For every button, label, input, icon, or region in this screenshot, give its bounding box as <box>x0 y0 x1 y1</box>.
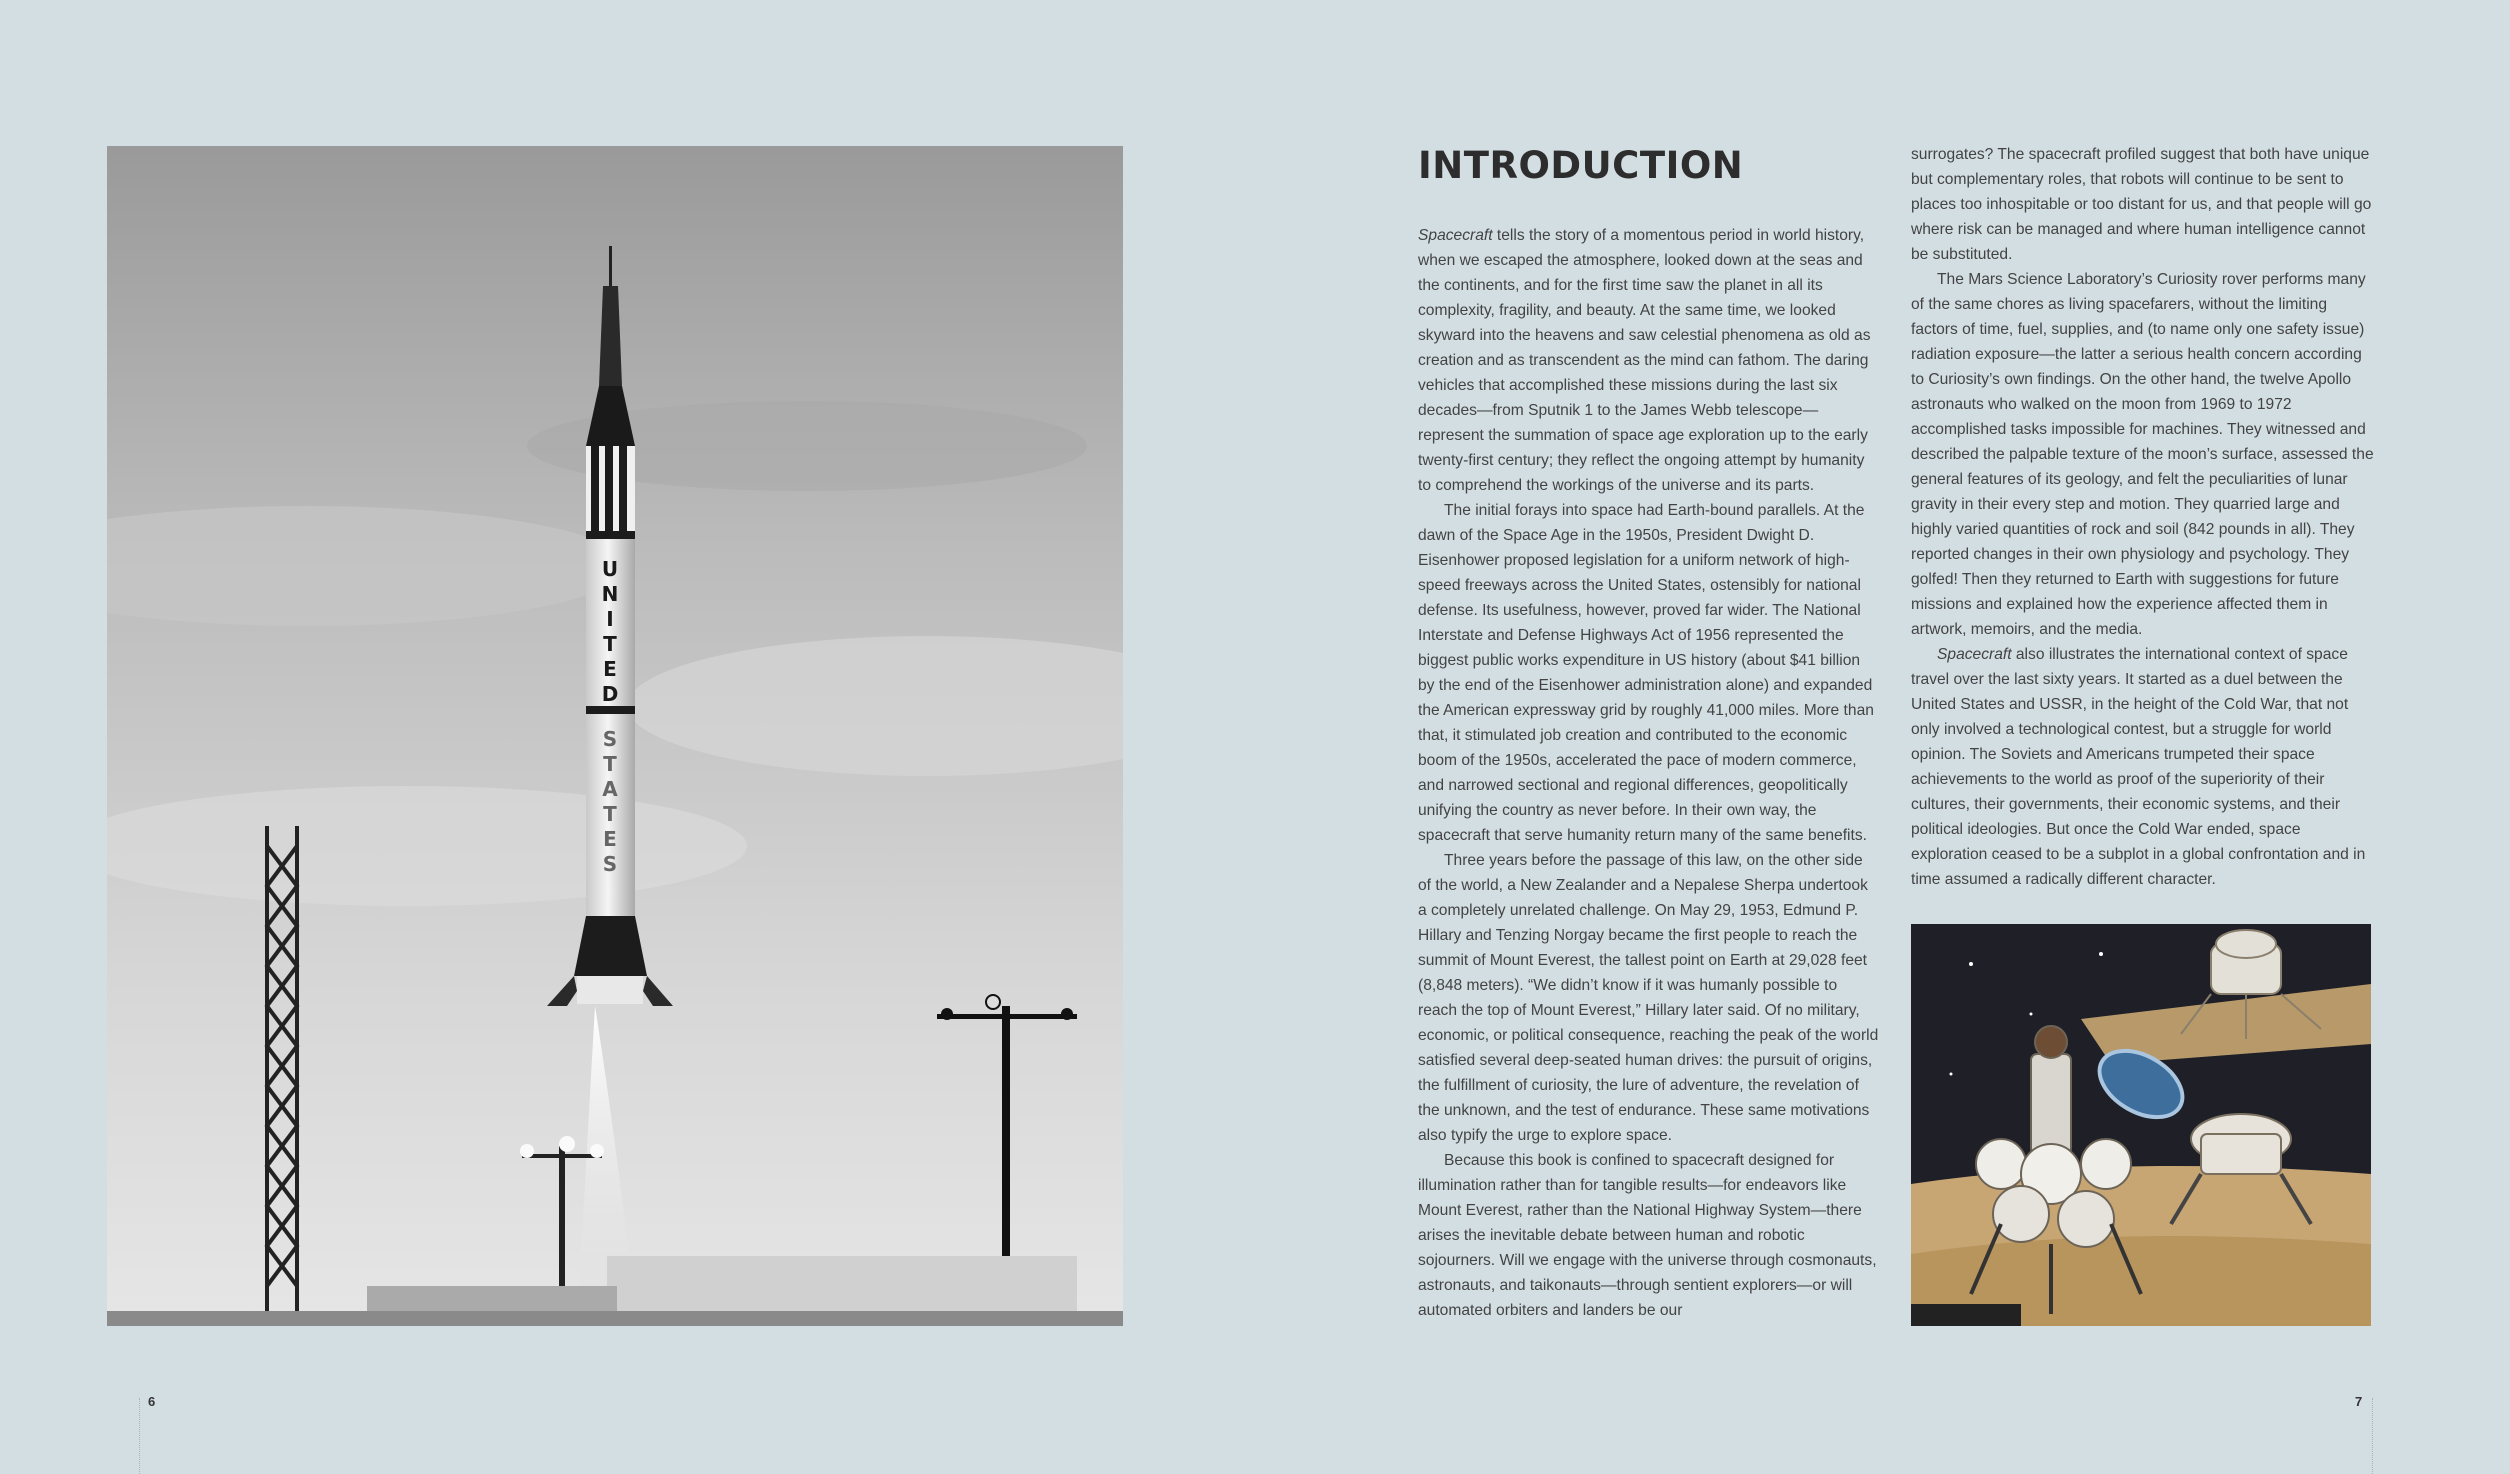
paragraph-5: surrogates? The spacecraft profiled suggest that both have unique but complementary roles, that robots will continue to be sent to places too inhospitable or too distant for us, and that people will go where risk can be managed and where human intelligence cannot be substituted. <box>1911 146 2372 263</box>
lunar-lander-models-photo <box>1911 924 2371 1326</box>
page-title: INTRODUCTION <box>1418 144 1744 187</box>
paragraph-2: The initial forays into space had Earth-bound parallels. At the dawn of the Space Age in the 1950s, President Dwight D. Eisenhower proposed legislation for a uniform network of high-speed freeways across the United States, ostensibly for national defense. Its usefulness, however, proved far wider. The National Interstate and Defense Highways Act of 1956 represented the biggest public works expenditure in US history (about $41 billion by the end of the Eisenhower administration alone) and expanded the American expressway grid by roughly 41,000 miles. More than that, it stimulated job creation and contributed to the economic boom of the 1950s, accelerated the pace of modern commerce, and narrowed sectional and regional differences, geopolitically unifying the country as never before. In their own way, the spacecraft that serve humanity return many of the same benefits. <box>1418 502 1874 844</box>
page-number-right: 7 <box>2355 1394 2363 1409</box>
page-edge-rule-right <box>2372 1398 2373 1474</box>
paragraph-6: The Mars Science Laboratory’s Curiosity rover performs many of the same chores as living spacefarers, without the limiting factors of time, fuel, supplies, and (to name only one safety issue) radiation exposure—the latter a serious health concern according to Curiosity’s own findings. On the other hand, the twelve Apollo astronauts who walked on the moon from 1969 to 1972 accomplished tasks impossible for machines. They witnessed and described the palpable texture of the moon’s surface, assessed the general features of its geology, and felt the peculiarities of lunar gravity in their every step and motion. They quarried large and highly varied quantities of rock and soil (842 pounds in all). They reported changes in their own physiology and psychology. They golfed! Then they returned to Earth with suggestions for future missions and explained how the experience affected them in artwork, memoirs, and the media. <box>1911 271 2374 638</box>
paragraph-1: Spacecraft tells the story of a momentous period in world history, when we escaped the atmosphere, looked down at the seas and the continents, and for the first time saw the planet in all its complexity, fragility, and beauty. At the same time, we looked skyward into the heavens and saw celestial phenomena as old as creation and as transcendent as the mind can fathom. The daring vehicles that accomplished these missions during the last six decades—from Sputnik 1 to the James Webb telescope—represent the summation of space age exploration up to the early twenty-first century; they reflect the ongoing attempt by humanity to comprehend the workings of the universe and its parts. <box>1418 227 1871 494</box>
svg-text:T: T <box>603 752 617 776</box>
rocket-launch-photo <box>107 146 1123 1326</box>
text-column-1 <box>1418 142 1880 1323</box>
paragraph-4: Because this book is confined to spacecraft designed for illumination rather than for tangible results—for endeavors like Mount Everest, rather than the National Highway System—there arises the inevitable debate between human and robotic sojourners. Will we engage with the universe through cosmonauts, astronauts, and taikonauts—through sentient explorers—or will automated orbiters and landers be our <box>1418 1152 1877 1319</box>
paragraph-7: Spacecraft also illustrates the international context of space travel over the last sixty years. It started as a duel between the United States and USSR, in the height of the Cold War, that not only involved a technological contest, but a struggle for world opinion. The Soviets and Americans trumpeted their space achievements to the world as proof of the superiority of their cultures, their governments, their economic systems, and their political ideologies. But once the Cold War ended, space exploration ceased to be a subplot in a global confrontation and in time assumed a radically different character. <box>1911 646 2366 888</box>
svg-text:D: D <box>601 682 619 706</box>
svg-text:T: T <box>603 632 617 656</box>
svg-text:E: E <box>603 657 617 681</box>
svg-text:S: S <box>602 852 618 876</box>
svg-text:T: T <box>603 802 617 826</box>
svg-text:S: S <box>602 727 618 751</box>
svg-text:A: A <box>602 777 618 801</box>
svg-text:N: N <box>601 582 619 606</box>
svg-text:E: E <box>603 827 617 851</box>
page-number-left: 6 <box>148 1394 156 1409</box>
book-title-italic: Spacecraft <box>1418 227 1493 244</box>
rocket-lettering-u: U <box>601 557 619 581</box>
paragraph-3: Three years before the passage of this law, on the other side of the world, a New Zealander and a Nepalese Sherpa undertook a completely unrelated challenge. On May 29, 1953, Edmund P. Hillary and Tenzing Norgay became the first people to reach the summit of Mount Everest, the tallest point on Earth at 29,028 feet (8,848 meters). “We didn’t know if it was humanly possible to reach the top of Mount Everest,” Hillary later said. Of no military, economic, or political consequence, reaching the peak of the world satisfied several deep-seated human drives: the pursuit of origins, the fulfillment of curiosity, the lure of adventure, the revelation of the unknown, and the test of endurance. These same motivations also typify the urge to explore space. <box>1418 852 1879 1144</box>
svg-text:I: I <box>606 607 614 631</box>
text-column-2 <box>1911 142 2374 892</box>
book-title-italic: Spacecraft <box>1937 646 2012 663</box>
page-edge-rule-left <box>139 1398 140 1474</box>
